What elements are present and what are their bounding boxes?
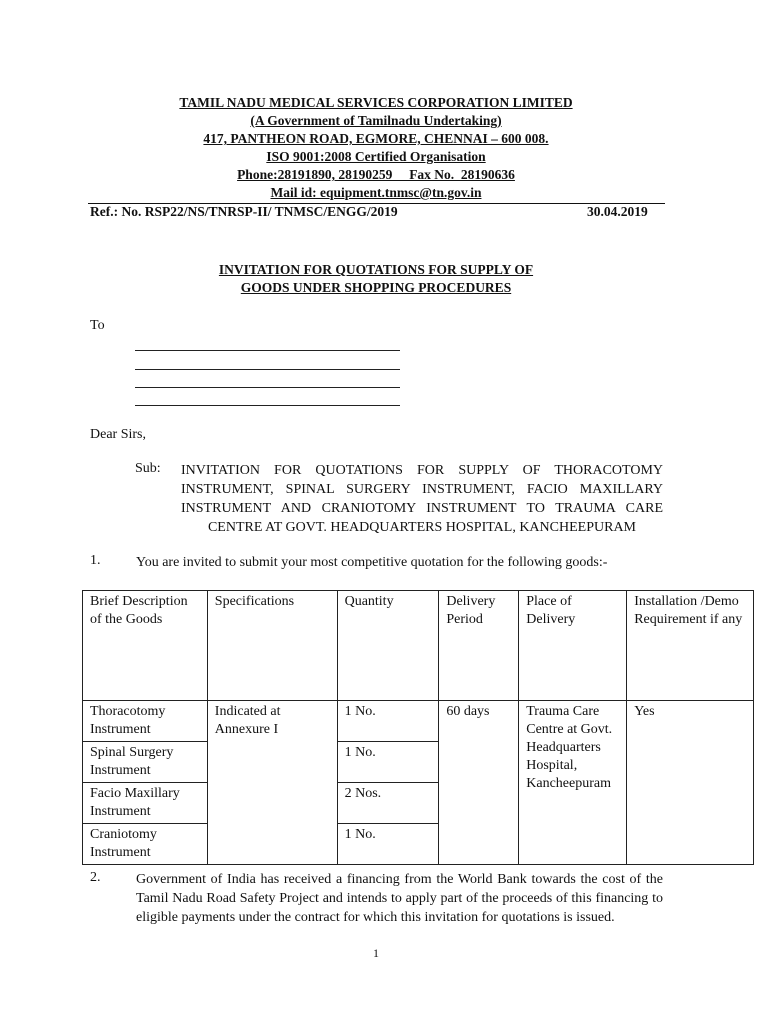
item-delivery-period: 60 days xyxy=(439,701,519,865)
header-delivery-period: Delivery Period xyxy=(439,591,519,701)
header-place-of-delivery: Place of Delivery xyxy=(519,591,627,701)
item-name: Thoracotomy Instrument xyxy=(83,701,208,742)
addressee-to: To xyxy=(90,318,105,333)
document-title-line2: GOODS UNDER SHOPPING PROCEDURES xyxy=(240,280,512,295)
goods-table xyxy=(82,590,754,865)
subject-label: Sub: xyxy=(135,461,161,476)
item-quantity: 2 Nos. xyxy=(337,783,439,824)
table-header-row xyxy=(83,591,754,701)
subject-line: INVITATION FOR QUOTATIONS FOR SUPPLY OF THORACOTOMY xyxy=(181,463,663,478)
item-quantity: 1 No. xyxy=(337,701,439,742)
address-blank-line xyxy=(135,405,400,406)
header-description: Brief Description of the Goods xyxy=(83,591,208,701)
para1-text: You are invited to submit your most competitive quotation for the following goods:- xyxy=(136,555,608,570)
org-address: 417, PANTHEON ROAD, EGMORE, CHENNAI – 600 008. xyxy=(203,131,549,146)
para2-number: 2. xyxy=(90,870,101,885)
para2-text: Government of India has received a financing from the World Bank towards the cost of the Tamil Nadu Road Safety Project and intends to apply part of the proceeds of this financing to eligible payments under the contract for which this invitation for quotations is issued. xyxy=(136,872,663,925)
phone-fax: Phone:28191890, 28190259 Fax No. 28190636 xyxy=(237,167,515,182)
address-blank-line xyxy=(135,369,400,370)
item-installation: Yes xyxy=(627,701,754,865)
subject-line: INSTRUMENT, SPINAL SURGERY INSTRUMENT, FACIO MAXILLARY xyxy=(181,482,663,497)
table-row xyxy=(83,701,754,742)
subject-line: CENTRE AT GOVT. HEADQUARTERS HOSPITAL, KANCHEEPURAM xyxy=(207,520,637,535)
salutation: Dear Sirs, xyxy=(90,427,146,442)
header-specifications: Specifications xyxy=(207,591,337,701)
header-installation: Installation /Demo Requirement if any xyxy=(627,591,754,701)
iso-certification: ISO 9001:2008 Certified Organisation xyxy=(266,149,486,164)
header-quantity: Quantity xyxy=(337,591,439,701)
address-blank-line xyxy=(135,350,400,351)
item-quantity: 1 No. xyxy=(337,742,439,783)
address-blank-line xyxy=(135,387,400,388)
document-title-line1: INVITATION FOR QUOTATIONS FOR SUPPLY OF xyxy=(218,262,534,277)
item-name: Facio Maxillary Instrument xyxy=(83,783,208,824)
page-number: 1 xyxy=(373,946,379,960)
subject-text xyxy=(181,461,663,537)
item-quantity: 1 No. xyxy=(337,824,439,865)
para1-number: 1. xyxy=(90,553,101,568)
item-place-of-delivery: Trauma Care Centre at Govt. Headquarters Hospital, Kancheepuram xyxy=(519,701,627,865)
item-name: Spinal Surgery Instrument xyxy=(83,742,208,783)
letter-date: 30.04.2019 xyxy=(587,204,648,219)
item-specifications: Indicated at Annexure I xyxy=(207,701,337,865)
subject-line: INSTRUMENT AND CRANIOTOMY INSTRUMENT TO TRAUMA CARE xyxy=(181,501,663,516)
org-subtitle: (A Government of Tamilnadu Undertaking) xyxy=(250,113,502,128)
reference-number: Ref.: No. RSP22/NS/TNRSP-II/ TNMSC/ENGG/2019 xyxy=(90,204,398,219)
mail-id: Mail id: equipment.tnmsc@tn.gov.in xyxy=(270,185,482,200)
item-name: Craniotomy Instrument xyxy=(83,824,208,865)
org-name: TAMIL NADU MEDICAL SERVICES CORPORATION LIMITED xyxy=(179,95,573,110)
